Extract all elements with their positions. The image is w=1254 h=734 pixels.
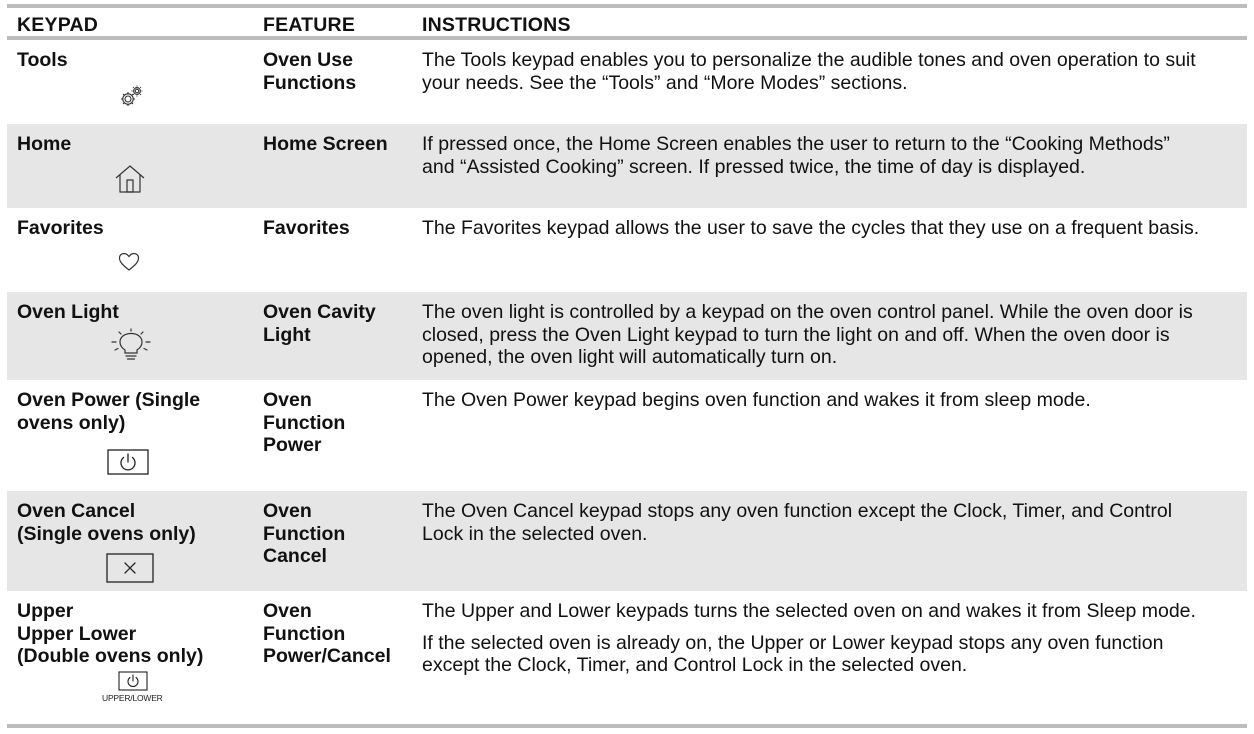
- table-header-row: [7, 8, 1247, 36]
- table-row: [7, 40, 1247, 124]
- keypad-name: Home: [17, 133, 72, 155]
- header-instructions: INSTRUCTIONS: [422, 14, 571, 36]
- feature-name: Oven Function Power/Cancel: [263, 600, 391, 667]
- feature-name: Favorites: [263, 217, 350, 239]
- instructions-text: The Favorites keypad allows the user to save the cycles that they use on a frequent basis.: [422, 217, 1200, 239]
- feature-name: Oven Cavity Light: [263, 301, 376, 346]
- instructions-text: The oven light is controlled by a keypad on the oven control panel. While the oven door is closed, press the Oven Light keypad to turn the light on and off. When the oven door is opened, the oven light will automatically turn on.: [422, 301, 1193, 368]
- feature-name: Oven Use Functions: [263, 49, 357, 94]
- keypad-name: Oven Cancel (Single ovens only): [17, 500, 196, 545]
- keypad-name: Upper Upper Lower (Double ovens only): [17, 600, 204, 667]
- table-row: [7, 380, 1247, 491]
- keypad-features-table: [7, 4, 1247, 728]
- heart-icon: [118, 252, 140, 272]
- upper-lower-label: UPPER/LOWER: [102, 693, 163, 703]
- instructions-paragraph: If the selected oven is already on, the Upper or Lower keypad stops any oven function except the Clock, Timer, and Control Lock in the selected oven.: [422, 631, 1164, 676]
- bottom-rule: [7, 724, 1247, 728]
- table-row: [7, 124, 1247, 208]
- gears-icon: [118, 84, 144, 110]
- table-row: [7, 208, 1247, 292]
- table-row: [7, 491, 1247, 591]
- feature-name: Oven Function Cancel: [263, 500, 346, 567]
- cancel-x-icon: [106, 553, 154, 583]
- home-icon: [114, 164, 146, 194]
- keypad-name: Favorites: [17, 217, 104, 239]
- header-keypad: KEYPAD: [17, 14, 99, 36]
- table-row: [7, 292, 1247, 380]
- keypad-name: Oven Light: [17, 301, 119, 323]
- instructions-paragraph: The Upper and Lower keypads turns the selected oven on and wakes it from Sleep mode.: [422, 600, 1196, 622]
- feature-name: Oven Function Power: [263, 389, 346, 456]
- instructions-text: If pressed once, the Home Screen enables the user to return to the “Cooking Methods” and “Assisted Cooking” screen. If pressed twice, the time of day is displayed.: [422, 133, 1170, 178]
- table-row: [7, 591, 1247, 724]
- keypad-name: Tools: [17, 49, 68, 71]
- keypad-name: Oven Power (Single ovens only): [17, 389, 201, 434]
- light-bulb-icon: [109, 328, 153, 362]
- power-icon: [107, 449, 149, 475]
- instructions-text: The Oven Power keypad begins oven function and wakes it from sleep mode.: [422, 389, 1091, 411]
- instructions-text: The Oven Cancel keypad stops any oven function except the Clock, Timer, and Control Lock in the selected oven.: [422, 500, 1173, 545]
- instructions-text: [422, 600, 1247, 677]
- header-feature: FEATURE: [263, 14, 356, 36]
- instructions-text: The Tools keypad enables you to personalize the audible tones and oven operation to suit your needs. See the “Tools” and “More Modes” sections.: [422, 49, 1196, 94]
- upper-lower-power-icon: [118, 671, 148, 691]
- feature-name: Home Screen: [263, 133, 388, 155]
